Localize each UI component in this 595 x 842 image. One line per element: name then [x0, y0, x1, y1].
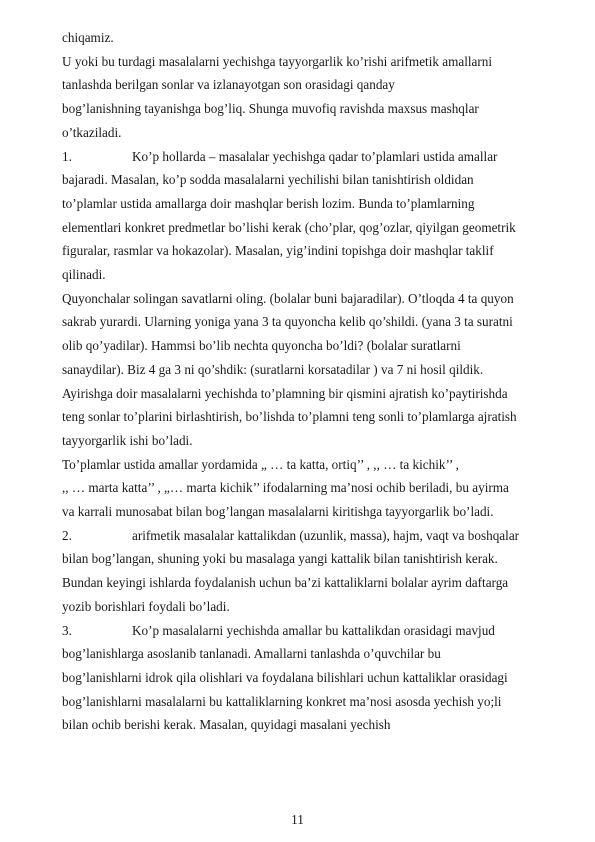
- line-text: ,, … marta katta’’ , „… marta kichik’’ ifodalarning ma’nosi ochib beriladi, bu ayirma: [62, 480, 509, 496]
- text-line: [62, 666, 551, 690]
- line-text: bilan ochib berishi kerak. Masalan, quyidagi masalani yechish: [62, 717, 391, 733]
- text-line: [62, 192, 551, 216]
- text-line: [62, 382, 551, 406]
- text-line: [62, 500, 551, 524]
- text-line: [62, 476, 551, 500]
- line-text: o’tkaziladi.: [62, 124, 122, 140]
- text-line: [62, 97, 551, 121]
- line-text: Quyonchalar solingan savatlarni oling. (bolalar buni bajaradilar). O’tloqda 4 ta quyon: [62, 290, 514, 306]
- text-line: [62, 571, 551, 595]
- line-text: bog’lanishlarga asoslanib tanlanadi. Amallarni tanlashda o’quvchilar bu: [62, 646, 441, 662]
- line-text: chiqamiz.: [62, 30, 114, 45]
- text-line: [62, 619, 551, 643]
- line-text: arifmetik masalalar kattalikdan (uzunlik, massa), hajm, vaqt va boshqalar: [132, 527, 520, 543]
- text-line: [62, 690, 551, 714]
- text-line: [62, 263, 551, 287]
- line-text: Ko’p masalalarni yechishda amallar bu kattalikdan orasidagi mavjud: [132, 622, 495, 638]
- line-text: bog’lanishlarni idrok qila olishlari va foydalana bilishlari uchun kattaliklar orasidagi: [62, 669, 508, 685]
- line-text: bilan bog’langan, shuning yoki bu masalaga yangi kattalik bilan tanishtirish kerak.: [62, 551, 498, 567]
- line-text: tayyorgarlik ishi bo’ladi.: [62, 432, 193, 448]
- text-line: [62, 26, 551, 50]
- list-number: 1.: [62, 148, 72, 164]
- text-line: [62, 216, 551, 240]
- text-line: [62, 239, 551, 263]
- text-line: [62, 358, 551, 382]
- line-text: U yoki bu turdagi masalalarni yechishga tayyorgarlik ko’rishi arifmetik amallarni: [62, 53, 493, 69]
- line-text: va karrali munosabat bilan bog’langan masalalarni kiritishga tayyorgarlik bo’ladi.: [62, 504, 494, 520]
- line-text: tanlashda berilgan sonlar va izlanayotgan son orasidagi qanday: [62, 77, 395, 93]
- list-number: 3.: [62, 622, 72, 638]
- text-line: [62, 50, 551, 74]
- text-line: [62, 168, 551, 192]
- text-line: [62, 524, 551, 548]
- line-text: yozib borishlari foydali bo’ladi.: [62, 598, 230, 614]
- text-line: [62, 287, 551, 311]
- line-text: qilinadi.: [62, 267, 106, 283]
- line-text: Bundan keyingi ishlarda foydalanish uchun ba’zi kattaliklarni bolalar ayrim daftarga: [62, 575, 509, 591]
- page-number: 11: [291, 812, 304, 827]
- text-line: [62, 429, 551, 453]
- line-text: figuralar, rasmlar va hokazolar). Masalan, yig’indini topishga doir mashqlar taklif: [62, 243, 494, 259]
- text-line: [62, 310, 551, 334]
- line-text: sanaydilar). Biz 4 ga 3 ni qo’shdik: (suratlarni korsatadilar ) va 7 ni hosil qildik.: [62, 361, 484, 377]
- line-text: bog’lanishning tayanishga bog’liq. Shunga muvofiq ravishda maxsus mashqlar: [62, 101, 479, 117]
- line-text: Ayirishga doir masalalarni yechishda to’plamning bir qismini ajratish ko’paytirishda: [62, 385, 508, 401]
- document-body: [62, 26, 551, 737]
- text-line: [62, 73, 551, 97]
- line-text: To’plamlar ustida amallar yordamida „ … ta katta, ortiq’’ , ,, … ta kichik’’ ,: [62, 456, 459, 472]
- list-number: 2.: [62, 527, 72, 543]
- text-line: [62, 453, 551, 477]
- line-text: bajaradi. Masalan, ko’p sodda masalalarni yechilishi bilan tanishtirish oldidan: [62, 172, 474, 188]
- line-text: to’plamlar ustida amallarga doir mashqlar berish lozim. Bunda to’plamlarning: [62, 195, 475, 211]
- line-text: teng sonlar to’plarini birlashtirish, bo’lishda to’plamni teng sonli to’plamlarga ajratish: [62, 409, 517, 425]
- text-line: [62, 121, 551, 145]
- line-text: bog’lanishlarni masalalarni bu kattaliklarning konkret ma’nosi asosda yechish yo;li: [62, 693, 502, 709]
- text-line: [62, 595, 551, 619]
- line-text: Ko’p hollarda – masalalar yechishga qadar to’plamlari ustida amallar: [132, 148, 498, 164]
- line-text: elementlari konkret predmetlar bo’lishi kerak (cho’plar, qog’ozlar, qiyilgan geometrik: [62, 219, 516, 235]
- line-text: olib qo’yadilar). Hammsi bo’lib nechta quyoncha bo’ldi? (bolalar suratlarni: [62, 338, 461, 354]
- text-line: [62, 642, 551, 666]
- line-text: sakrab yurardi. Ularning yoniga yana 3 ta quyoncha kelib qo’shildi. (yana 3 ta suratni: [62, 314, 513, 330]
- text-line: [62, 405, 551, 429]
- text-line: [62, 547, 551, 571]
- text-line: [62, 713, 551, 737]
- text-line: [62, 334, 551, 358]
- text-line: [62, 145, 551, 169]
